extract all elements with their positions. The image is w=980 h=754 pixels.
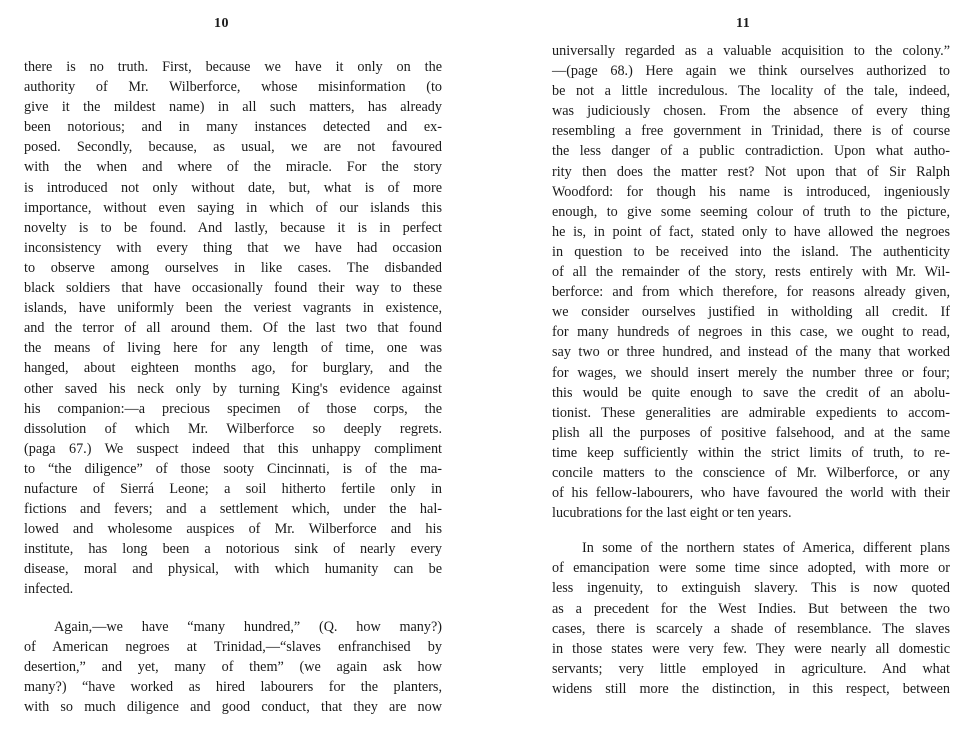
text-line: was judiciously chosen. From the absence of every thing — [552, 103, 950, 120]
text-line: been notorious; and in many instances detected and ex- — [24, 119, 442, 136]
text-line: concile matters to the conscience of Mr. Wilberforce, or any — [552, 464, 950, 481]
text-line: he is, in point of fact, stated only to have allowed the negroes — [552, 223, 950, 240]
text-line: widens still more the distinction, in this respect, between — [552, 680, 950, 697]
text-line: servants; very little employed in agriculture. And what — [552, 660, 950, 677]
paragraph-gap — [552, 523, 950, 538]
text-line: is introduced not only without date, but, what is of more — [24, 179, 442, 196]
text-line: in question to be received into the island. The authenticity — [552, 243, 950, 260]
text-line: cases, there is scarcely a shade of resemblance. The slaves — [552, 620, 950, 637]
text-line: the means of living here for any length of time, one was — [24, 340, 442, 357]
text-line: as a precedent for the West Indies. But between the two — [552, 600, 950, 617]
text-line: posed. Secondly, because, as usual, we are not favoured — [24, 139, 442, 156]
paragraph — [552, 538, 950, 699]
text-line: disease, moral and physical, with which humanity can be — [24, 561, 442, 578]
text-line: tionist. These generalities are admirable expedients to accom- — [552, 404, 950, 421]
text-line: with so much diligence and good conduct, that they are now — [24, 698, 442, 715]
text-line: this would be quite enough to save the credit of an abolu- — [552, 384, 950, 401]
text-line: rity then does the matter rest? Not upon that of Sir Ralph — [552, 163, 950, 180]
text-line: say two or three hundred, and instead of the many that worked — [552, 344, 950, 361]
text-line: enough, to give some seeming colour of truth to the picture, — [552, 203, 950, 220]
text-line: his companion:—a precious specimen of those corps, the — [24, 400, 442, 417]
text-line: institute, has long been a notorious sink of nearly every — [24, 541, 442, 558]
text-line: of emancipation were some time since adopted, with more or — [552, 560, 950, 577]
text-line: there is no truth. First, because we have it only on the — [24, 59, 442, 75]
text-line: In some of the northern states of America, different plans — [582, 540, 950, 557]
text-line: —(page 68.) Here again we think ourselves authorized to — [552, 63, 950, 80]
text-line: importance, without even saying in which of our islands this — [24, 199, 442, 216]
text-line: nufacture of Sierrá Leone; a soil hitherto fertile only in — [24, 480, 442, 497]
text-line: (paga 67.) We suspect indeed that this unhappy compliment — [24, 440, 442, 457]
text-line: in those states were very few. They were nearly all domestic — [552, 640, 950, 657]
paragraph — [552, 41, 950, 523]
paragraph — [24, 617, 442, 717]
text-line: lucubrations for the last eight or ten years. — [552, 505, 792, 522]
text-line: of American negroes at Trinidad,—“slaves enfranchised by — [24, 638, 442, 655]
text-line: hanged, about eighteen months ago, for burglary, and the — [24, 360, 442, 377]
text-line: Woodford: for though his name is introduced, ingeniously — [552, 183, 950, 200]
text-line: with the when and where of the miracle. For the story — [24, 159, 442, 176]
text-line: for many hundreds of negroes in this case, we ought to read, — [552, 324, 950, 341]
text-line: Again,—we have “many hundred,” (Q. how many?) — [54, 618, 442, 635]
text-line: to observe among ourselves in like cases. The disbanded — [24, 259, 442, 276]
text-line: resembling a free government in Trinidad, there is of course — [552, 123, 950, 140]
page-number: 11 — [736, 16, 751, 31]
text-line: black soldiers that have occasionally found their way to these — [24, 280, 442, 297]
text-line: less ingenuity, to extinguish slavery. This is now quoted — [552, 580, 950, 597]
text-line: give it the mildest name) in all such matters, has already — [24, 99, 442, 116]
text-line: desertion,” and yet, many of them” (we again ask how — [24, 658, 442, 675]
text-line: time keep sufficiently within the strict limits of truth, to re- — [552, 444, 950, 461]
text-line: of all the remainder of the story, rests entirely with Mr. Wil- — [552, 264, 950, 281]
text-line: plish all the purposes of positive falsehood, and at the same — [552, 424, 950, 441]
text-line: fictions and fevers; and a settlement which, under the hal- — [24, 501, 442, 518]
text-line: inconsistency with every thing that we have had occasion — [24, 239, 442, 256]
paragraph — [24, 57, 442, 600]
paragraph-gap — [24, 600, 442, 617]
text-line: many?) “have worked as hired labourers for the planters, — [24, 678, 442, 695]
text-line: we consider ourselves justified in witholding all credit. If — [552, 304, 950, 321]
text-line: infected. — [24, 581, 74, 598]
text-line: of his fellow-labourers, who have favoured the world with their — [552, 485, 950, 502]
text-line: lowed and wholesome auspices of Mr. Wilberforce and his — [24, 521, 442, 538]
text-line: novelty is to be found. And lastly, because it is in perfect — [24, 219, 442, 236]
right-page-text — [552, 41, 950, 699]
text-line: berforce: and from which therefore, for reasons already given, — [552, 284, 950, 301]
text-line: other saved his neck only by turning King's evidence against — [24, 380, 442, 397]
text-line: and the terror of all around them. Of the last two that found — [24, 320, 442, 337]
left-page-text — [24, 57, 442, 717]
page-number: 10 — [214, 16, 229, 31]
text-line: the less danger of a public contradiction. Upon what autho- — [552, 143, 950, 160]
text-line: for wages, we should insert merely the number three or four; — [552, 364, 950, 381]
text-line: universally regarded as a valuable acquisition to the colony.” — [552, 43, 950, 59]
text-line: dissolution of which Mr. Wilberforce so deeply regrets. — [24, 420, 442, 437]
text-line: be not a little incredulous. The locality of the tale, indeed, — [552, 83, 950, 100]
text-line: authority of Mr. Wilberforce, whose misinformation (to — [24, 79, 442, 96]
text-line: to “the diligence” of those sooty Cincinnati, is of the ma- — [24, 460, 442, 477]
text-line: islands, have uniformly been the veriest vagrants in existence, — [24, 300, 442, 317]
